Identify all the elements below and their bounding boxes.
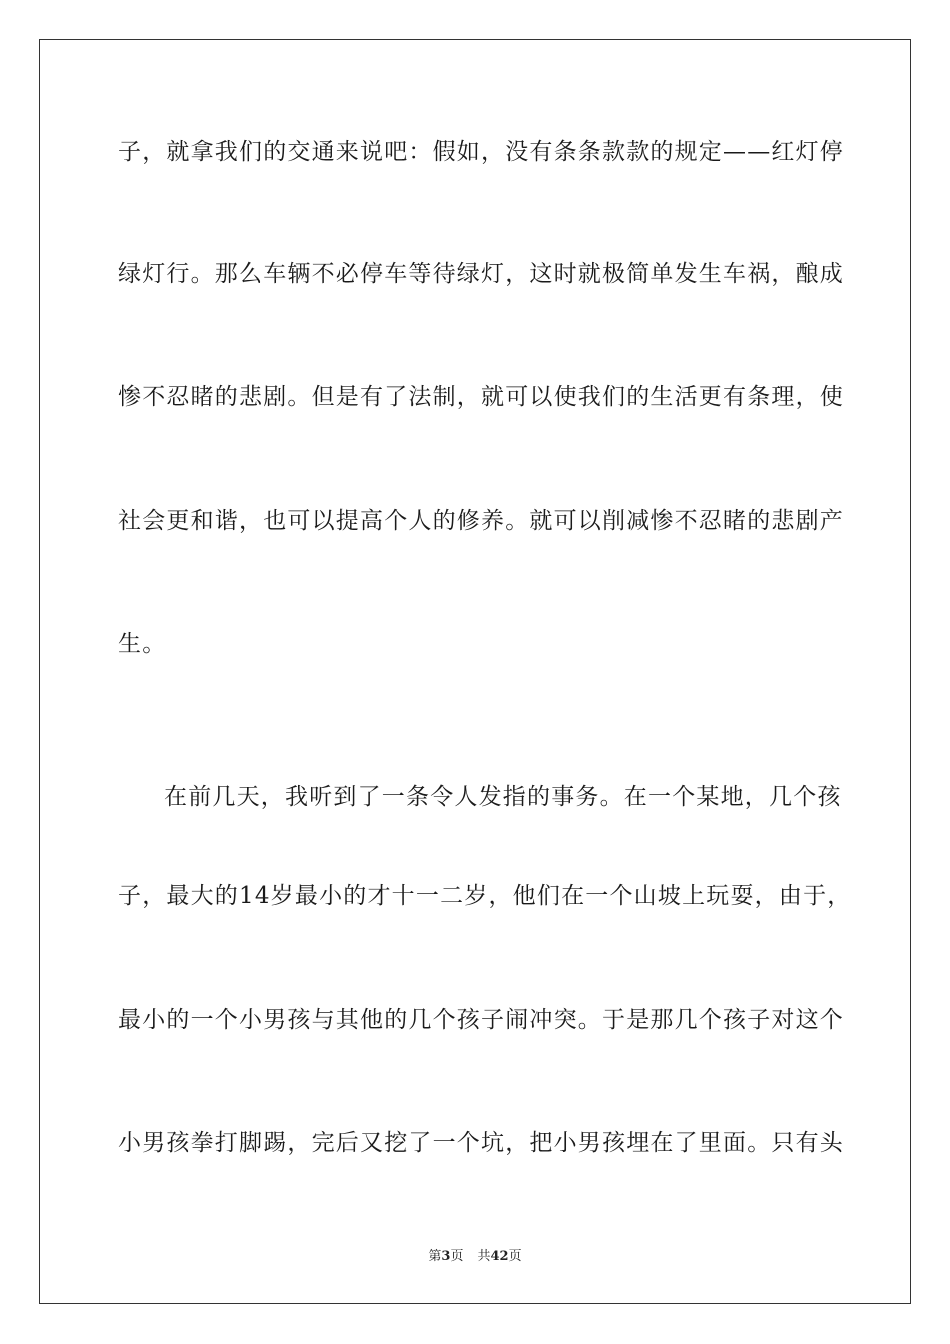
paragraph-first-line: 在前几天，我听到了一条令人发指的事务。在一个某地，几个孩: [164, 784, 842, 810]
body-line: 小男孩拳打脚踢，完后又挖了一个坑，把小男孩埋在了里面。只有头: [118, 1130, 844, 1156]
body-line: 惨不忍睹的悲剧。但是有了法制，就可以使我们的生活更有条理，使: [118, 384, 844, 410]
body-line: 社会更和谐，也可以提高个人的修养。就可以削减惨不忍睹的悲剧产: [118, 508, 844, 534]
page-border: [39, 39, 911, 1304]
page-number: 第3页: [428, 1249, 464, 1264]
body-line: 子，就拿我们的交通来说吧：假如，没有条条款款的规定——红灯停: [118, 139, 844, 165]
page-footer: [0, 1248, 950, 1266]
body-line: 绿灯行。那么车辆不必停车等待绿灯，这时就极简单发生车祸，酿成: [118, 261, 844, 287]
body-line: 子，最大的14岁最小的才十一二岁，他们在一个山坡上玩耍，由于，: [118, 883, 852, 909]
page-total: 共42页: [477, 1249, 522, 1264]
body-line: 最小的一个小男孩与其他的几个孩子闹冲突。于是那几个孩子对这个: [118, 1007, 844, 1033]
body-line: 生。: [118, 631, 167, 657]
